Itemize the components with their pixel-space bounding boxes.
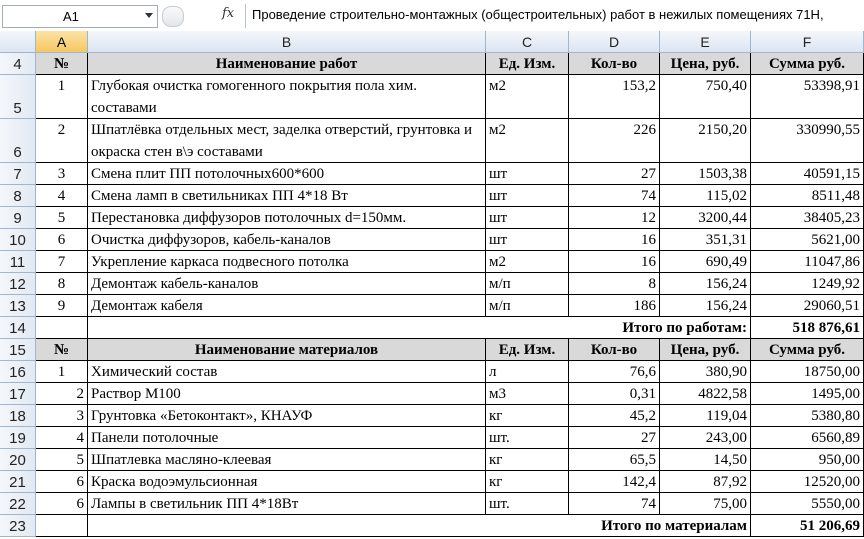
row-number: 9	[13, 210, 22, 227]
item-name[interactable]: Лампы в светильник ПП 4*18Вт	[88, 493, 486, 515]
row-number: 8	[13, 188, 22, 205]
item-name[interactable]: Краска водоэмульсионная	[88, 471, 486, 493]
row-header[interactable]	[0, 471, 36, 493]
item-sum[interactable]: 8511,48	[751, 185, 864, 207]
insert-function-icon[interactable]: fx	[222, 6, 235, 21]
row-header[interactable]	[0, 75, 36, 119]
row-number: 20	[9, 452, 26, 469]
select-all-corner[interactable]	[0, 31, 36, 53]
item-sum[interactable]: 950,00	[751, 449, 864, 471]
item-sum[interactable]: 12520,00	[751, 471, 864, 493]
header-cell-sum[interactable]: Сумма руб.	[751, 339, 864, 361]
item-sum[interactable]: 5550,00	[751, 493, 864, 515]
item-unit[interactable]: шт	[486, 185, 569, 207]
row-number: 23	[9, 518, 26, 535]
item-name[interactable]: Демонтаж кабель-каналов	[88, 273, 486, 295]
item-price[interactable]: 14,50	[660, 449, 751, 471]
header-cell-name[interactable]: Наименование работ	[88, 53, 486, 75]
item-quantity[interactable]: 8	[569, 273, 660, 295]
item-sum[interactable]: 53398,91	[751, 75, 864, 119]
formula-input[interactable]: Проведение строительно-монтажных (общестроительных) работ в нежилых помещениях 71Н,	[252, 7, 824, 22]
row-number: 17	[9, 386, 26, 403]
item-price[interactable]: 243,00	[660, 427, 751, 449]
row-number: 16	[9, 364, 26, 381]
column-header-b[interactable]: B	[88, 31, 486, 53]
column-header-a[interactable]: A	[36, 31, 88, 53]
total-value[interactable]: 51 206,69	[751, 515, 864, 537]
item-unit[interactable]: шт.	[486, 427, 569, 449]
item-price[interactable]: 380,90	[660, 361, 751, 383]
row-header[interactable]	[0, 515, 36, 537]
item-name[interactable]: Химический состав	[88, 361, 486, 383]
header-cell-qty[interactable]: Кол-во	[569, 53, 660, 75]
row-header[interactable]	[0, 339, 36, 361]
item-name[interactable]: Глубокая очистка гомогенного покрытия пола хим. составами	[88, 75, 486, 119]
item-number[interactable]: 6	[36, 471, 88, 493]
item-name[interactable]: Шпатлевка масляно-клеевая	[88, 449, 486, 471]
row-header[interactable]	[0, 273, 36, 295]
item-number[interactable]: 4	[36, 185, 88, 207]
item-unit[interactable]: шт	[486, 229, 569, 251]
row-header[interactable]	[0, 251, 36, 273]
header-cell-name[interactable]: Наименование материалов	[88, 339, 486, 361]
row-number: 4	[13, 56, 22, 73]
item-price[interactable]: 156,24	[660, 295, 751, 317]
column-header-f[interactable]: F	[751, 31, 864, 53]
header-cell-num[interactable]: №	[36, 53, 88, 75]
total-empty-cell[interactable]	[36, 515, 88, 537]
row-number: 6	[13, 144, 22, 161]
item-unit[interactable]: шт.	[486, 493, 569, 515]
item-quantity[interactable]: 16	[569, 229, 660, 251]
item-quantity[interactable]: 76,6	[569, 361, 660, 383]
item-number[interactable]: 1	[36, 361, 88, 383]
item-quantity[interactable]: 16	[569, 251, 660, 273]
item-quantity[interactable]: 74	[569, 493, 660, 515]
item-number[interactable]: 3	[36, 163, 88, 185]
item-name[interactable]: Очистка диффузоров, кабель-каналов	[88, 229, 486, 251]
item-quantity[interactable]: 27	[569, 163, 660, 185]
item-quantity[interactable]: 153,2	[569, 75, 660, 119]
item-price[interactable]: 87,92	[660, 471, 751, 493]
item-price[interactable]: 1503,38	[660, 163, 751, 185]
item-number[interactable]: 1	[36, 75, 88, 119]
item-quantity[interactable]: 12	[569, 207, 660, 229]
item-price[interactable]: 750,40	[660, 75, 751, 119]
item-number[interactable]: 6	[36, 229, 88, 251]
row-header[interactable]	[0, 383, 36, 405]
item-unit[interactable]: м2	[486, 251, 569, 273]
item-price[interactable]: 2150,20	[660, 119, 751, 163]
header-cell-sum[interactable]: Сумма руб.	[751, 53, 864, 75]
item-price[interactable]: 156,24	[660, 273, 751, 295]
item-quantity[interactable]: 27	[569, 427, 660, 449]
item-number[interactable]: 3	[36, 405, 88, 427]
row-header[interactable]	[0, 493, 36, 515]
header-cell-price[interactable]: Цена, руб.	[660, 53, 751, 75]
item-price[interactable]: 690,49	[660, 251, 751, 273]
item-quantity[interactable]: 65,5	[569, 449, 660, 471]
item-name[interactable]: Смена плит ПП потолочных600*600	[88, 163, 486, 185]
item-quantity[interactable]: 0,31	[569, 383, 660, 405]
item-name[interactable]: Панели потолочные	[88, 427, 486, 449]
item-price[interactable]: 4822,58	[660, 383, 751, 405]
row-header[interactable]	[0, 185, 36, 207]
item-unit[interactable]: шт	[486, 207, 569, 229]
item-unit[interactable]: м/п	[486, 295, 569, 317]
header-cell-num[interactable]: №	[36, 339, 88, 361]
item-unit[interactable]: м3	[486, 383, 569, 405]
row-header[interactable]	[0, 427, 36, 449]
item-price[interactable]: 3200,44	[660, 207, 751, 229]
row-header[interactable]	[0, 207, 36, 229]
row-header[interactable]	[0, 53, 36, 75]
item-unit[interactable]: м2	[486, 75, 569, 119]
row-number: 13	[9, 298, 26, 315]
total-label[interactable]: Итого по работам:	[88, 317, 751, 339]
item-number[interactable]: 6	[36, 493, 88, 515]
row-number: 19	[9, 430, 26, 447]
formula-expand-button[interactable]	[162, 6, 184, 27]
header-cell-price[interactable]: Цена, руб.	[660, 339, 751, 361]
item-quantity[interactable]: 74	[569, 185, 660, 207]
item-quantity[interactable]: 186	[569, 295, 660, 317]
item-price[interactable]: 75,00	[660, 493, 751, 515]
item-number[interactable]: 8	[36, 273, 88, 295]
item-number[interactable]: 5	[36, 449, 88, 471]
formula-bar-divider	[245, 4, 246, 28]
item-unit[interactable]: шт	[486, 163, 569, 185]
item-name[interactable]: Раствор М100	[88, 383, 486, 405]
item-number[interactable]: 9	[36, 295, 88, 317]
item-name[interactable]: Демонтаж кабеля	[88, 295, 486, 317]
item-quantity[interactable]: 45,2	[569, 405, 660, 427]
formula-bar	[0, 0, 864, 32]
item-sum[interactable]: 6560,89	[751, 427, 864, 449]
item-sum[interactable]: 1249,92	[751, 273, 864, 295]
item-sum[interactable]: 5621,00	[751, 229, 864, 251]
cell-reference: A1	[63, 9, 79, 24]
row-number: 18	[9, 408, 26, 425]
column-header-c[interactable]: C	[486, 31, 569, 53]
item-price[interactable]: 351,31	[660, 229, 751, 251]
item-name[interactable]: Перестановка диффузоров потолочных d=150мм.	[88, 207, 486, 229]
row-number: 10	[9, 232, 26, 249]
item-number[interactable]: 2	[36, 119, 88, 163]
item-unit[interactable]: м2	[486, 119, 569, 163]
column-header-e[interactable]: E	[660, 31, 751, 53]
row-header[interactable]	[0, 449, 36, 471]
item-sum[interactable]: 40591,15	[751, 163, 864, 185]
row-number: 5	[13, 100, 22, 117]
item-unit[interactable]: кг	[486, 405, 569, 427]
row-header[interactable]	[0, 229, 36, 251]
row-number: 15	[9, 342, 26, 359]
row-number: 7	[13, 166, 22, 183]
total-empty-cell[interactable]	[36, 317, 88, 339]
total-label[interactable]: Итого по материалам	[88, 515, 751, 537]
row-number: 21	[9, 474, 26, 491]
item-sum[interactable]: 38405,23	[751, 207, 864, 229]
chevron-down-icon[interactable]	[145, 13, 153, 18]
row-number: 12	[9, 276, 26, 293]
item-unit[interactable]: кг	[486, 471, 569, 493]
row-header[interactable]	[0, 317, 36, 339]
item-unit[interactable]: м/п	[486, 273, 569, 295]
total-value[interactable]: 518 876,61	[751, 317, 864, 339]
item-sum[interactable]: 330990,55	[751, 119, 864, 163]
header-cell-unit[interactable]: Ед. Изм.	[486, 53, 569, 75]
name-box[interactable]	[2, 5, 158, 28]
item-sum[interactable]: 29060,51	[751, 295, 864, 317]
item-quantity[interactable]: 142,4	[569, 471, 660, 493]
item-unit[interactable]: л	[486, 361, 569, 383]
item-price[interactable]: 115,02	[660, 185, 751, 207]
item-number[interactable]: 4	[36, 427, 88, 449]
row-number: 14	[9, 320, 26, 337]
header-cell-qty[interactable]: Кол-во	[569, 339, 660, 361]
column-header-d[interactable]: D	[569, 31, 660, 53]
item-unit[interactable]: кг	[486, 449, 569, 471]
item-price[interactable]: 119,04	[660, 405, 751, 427]
row-number: 22	[9, 496, 26, 513]
row-header[interactable]	[0, 405, 36, 427]
header-cell-unit[interactable]: Ед. Изм.	[486, 339, 569, 361]
item-name[interactable]: Грунтовка «Бетоконтакт», КНАУФ	[88, 405, 486, 427]
item-quantity[interactable]: 226	[569, 119, 660, 163]
item-number[interactable]: 5	[36, 207, 88, 229]
item-sum[interactable]: 1495,00	[751, 383, 864, 405]
row-header[interactable]	[0, 163, 36, 185]
row-header[interactable]	[0, 361, 36, 383]
row-header[interactable]	[0, 119, 36, 163]
item-sum[interactable]: 11047,86	[751, 251, 864, 273]
item-sum[interactable]: 18750,00	[751, 361, 864, 383]
item-name[interactable]: Шпатлёвка отдельных мест, заделка отверстий, грунтовка и окраска стен в\э составами	[88, 119, 486, 163]
item-sum[interactable]: 5380,80	[751, 405, 864, 427]
item-name[interactable]: Смена ламп в светильниках ПП 4*18 Вт	[88, 185, 486, 207]
row-number: 11	[9, 254, 26, 271]
item-number[interactable]: 2	[36, 383, 88, 405]
item-number[interactable]: 7	[36, 251, 88, 273]
row-header[interactable]	[0, 295, 36, 317]
item-name[interactable]: Укрепление каркаса подвесного потолка	[88, 251, 486, 273]
